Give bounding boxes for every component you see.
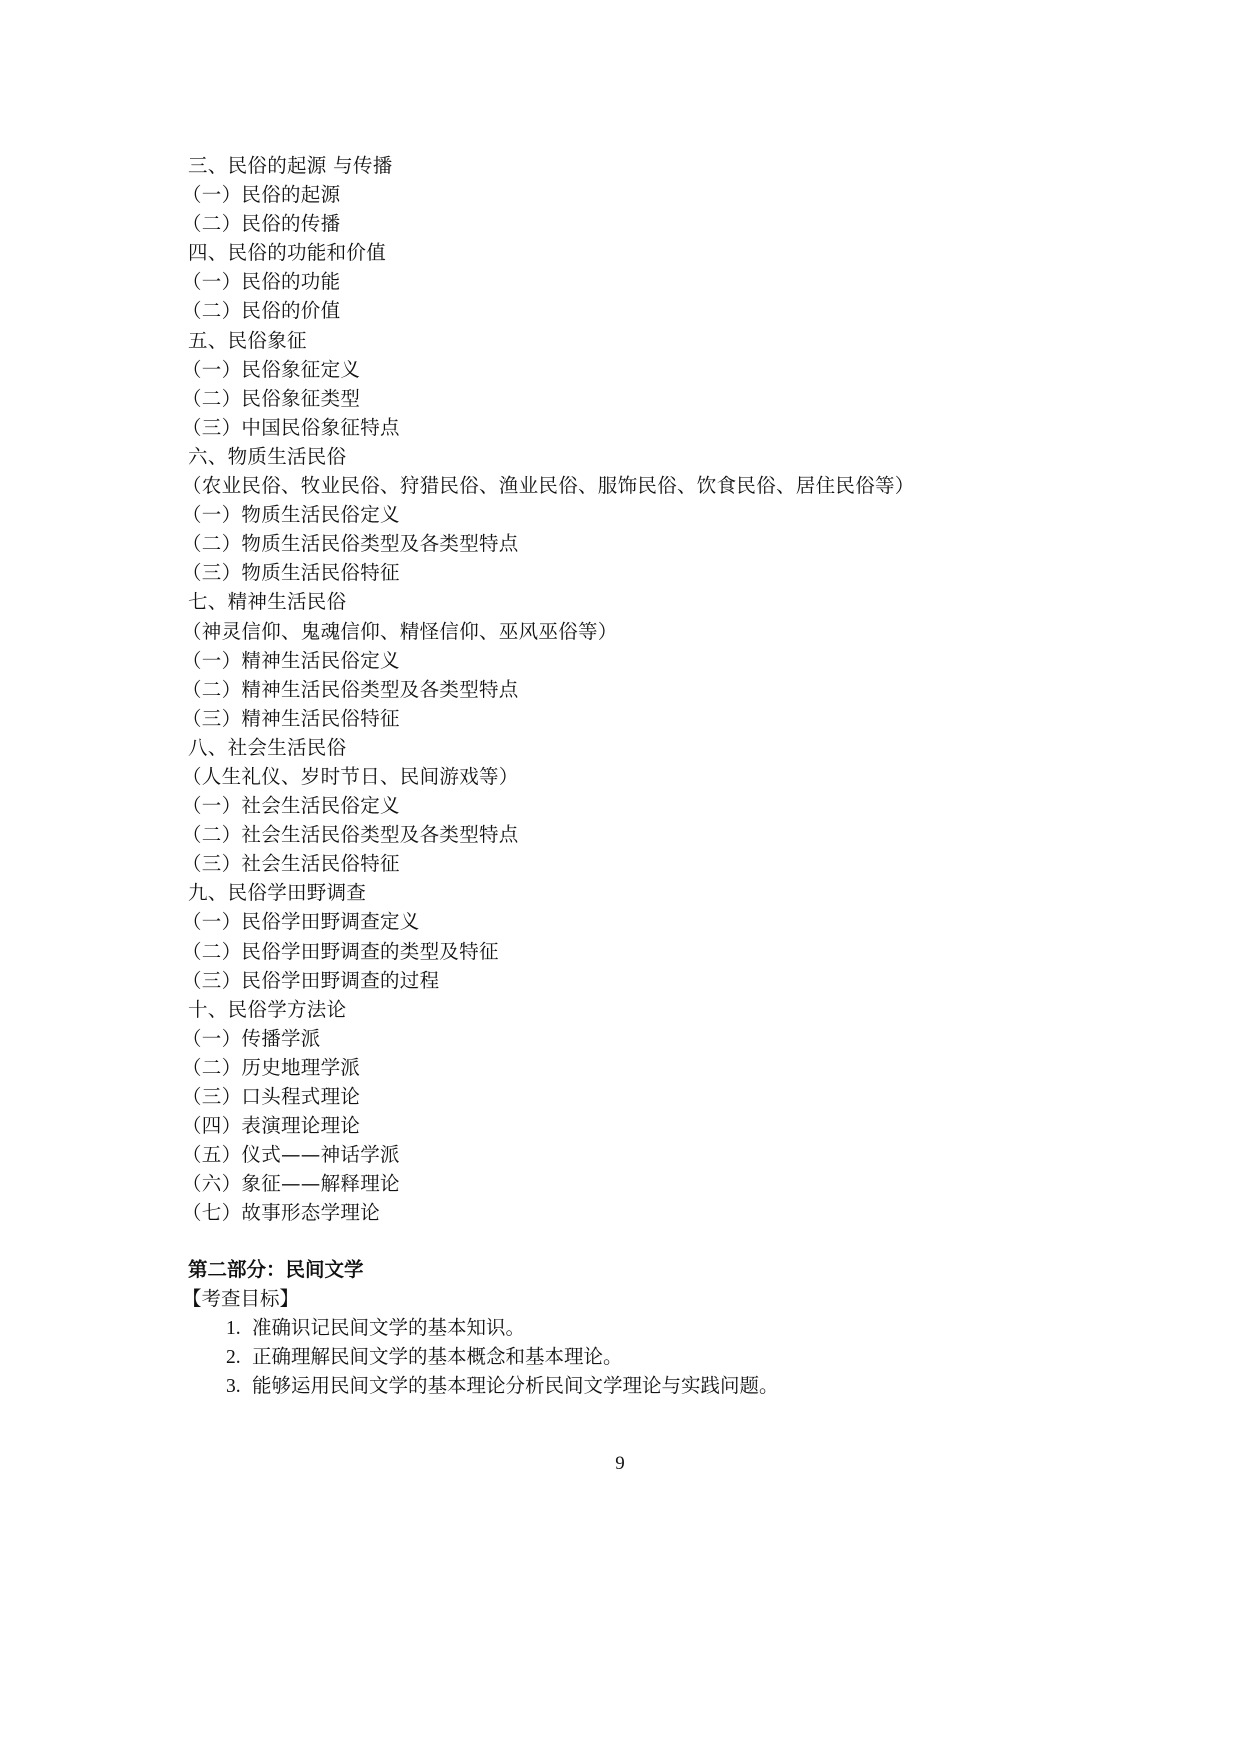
outline-subsection: （二）民俗的传播: [182, 212, 341, 236]
objective-number: 3.: [226, 1376, 241, 1398]
outline-chapter: 十、民俗学方法论: [188, 997, 347, 1021]
outline-subsection: （六）象征——解释理论: [182, 1172, 400, 1196]
outline-subsection: （二）民俗象征类型: [182, 386, 361, 410]
outline-note: （农业民俗、牧业民俗、狩猎民俗、渔业民俗、服饰民俗、饮食民俗、居住民俗等）: [182, 474, 915, 498]
section-heading: 第二部分：民间文学: [188, 1258, 364, 1281]
outline-subsection: （三）物质生活民俗特征: [182, 561, 400, 585]
outline-chapter: 五、民俗象征: [188, 328, 307, 352]
outline-subsection: （二）民俗的价值: [182, 299, 341, 323]
outline-subsection: （一）物质生活民俗定义: [182, 503, 400, 527]
outline-subsection: （二）历史地理学派: [182, 1055, 361, 1079]
outline-subsection: （一）民俗的功能: [182, 270, 341, 294]
syllabus-outline: [182, 151, 915, 1227]
outline-subsection: （四）表演理论理论: [182, 1114, 361, 1138]
objectives-list: [188, 1313, 779, 1400]
outline-subsection: （三）民俗学田野调查的过程: [182, 968, 440, 992]
page-number: 9: [615, 1453, 625, 1474]
outline-subsection: （三）中国民俗象征特点: [182, 415, 400, 439]
outline-chapter: 七、精神生活民俗: [188, 590, 347, 614]
outline-chapter: 六、物质生活民俗: [188, 444, 347, 468]
outline-subsection: （二）精神生活民俗类型及各类型特点: [182, 677, 519, 701]
outline-subsection: （一）民俗象征定义: [182, 357, 361, 381]
outline-chapter: 四、民俗的功能和价值: [188, 241, 387, 265]
objective-item: [188, 1342, 779, 1371]
outline-subsection: （二）物质生活民俗类型及各类型特点: [182, 532, 519, 556]
outline-subsection: （二）社会生活民俗类型及各类型特点: [182, 823, 519, 847]
outline-chapter: 八、社会生活民俗: [188, 735, 347, 759]
outline-subsection: （三）精神生活民俗特征: [182, 706, 400, 730]
objective-text: 正确理解民间文学的基本概念和基本理论。: [252, 1345, 623, 1369]
outline-subsection: （一）民俗的起源: [182, 183, 341, 207]
objective-number: 2.: [226, 1347, 241, 1369]
objectives-label: 【考查目标】: [182, 1287, 300, 1311]
objective-text: 准确识记民间文学的基本知识。: [252, 1316, 526, 1340]
objective-number: 1.: [226, 1318, 241, 1340]
outline-subsection: （二）民俗学田野调查的类型及特征: [182, 939, 499, 963]
outline-subsection: （一）传播学派: [182, 1026, 321, 1050]
outline-subsection: （一）民俗学田野调查定义: [182, 910, 420, 934]
outline-subsection: （一）精神生活民俗定义: [182, 648, 400, 672]
outline-chapter: 三、民俗的起源 与传播: [188, 154, 393, 177]
objective-item: [188, 1371, 779, 1400]
objective-text: 能够运用民间文学的基本理论分析民间文学理论与实践问题。: [252, 1374, 779, 1398]
outline-chapter: 九、民俗学田野调查: [188, 881, 367, 905]
objective-item: [188, 1313, 779, 1342]
outline-subsection: （三）口头程式理论: [182, 1085, 361, 1108]
outline-note: （神灵信仰、鬼魂信仰、精怪信仰、巫风巫俗等）: [182, 619, 618, 643]
outline-subsection: （七）故事形态学理论: [182, 1201, 381, 1225]
part-two-section: [182, 1255, 779, 1400]
outline-subsection: （三）社会生活民俗特征: [182, 852, 400, 876]
outline-subsection: （五）仪式——神话学派: [182, 1143, 400, 1167]
outline-note: （人生礼仪、岁时节日、民间游戏等）: [182, 764, 519, 788]
outline-subsection: （一）社会生活民俗定义: [182, 794, 400, 818]
